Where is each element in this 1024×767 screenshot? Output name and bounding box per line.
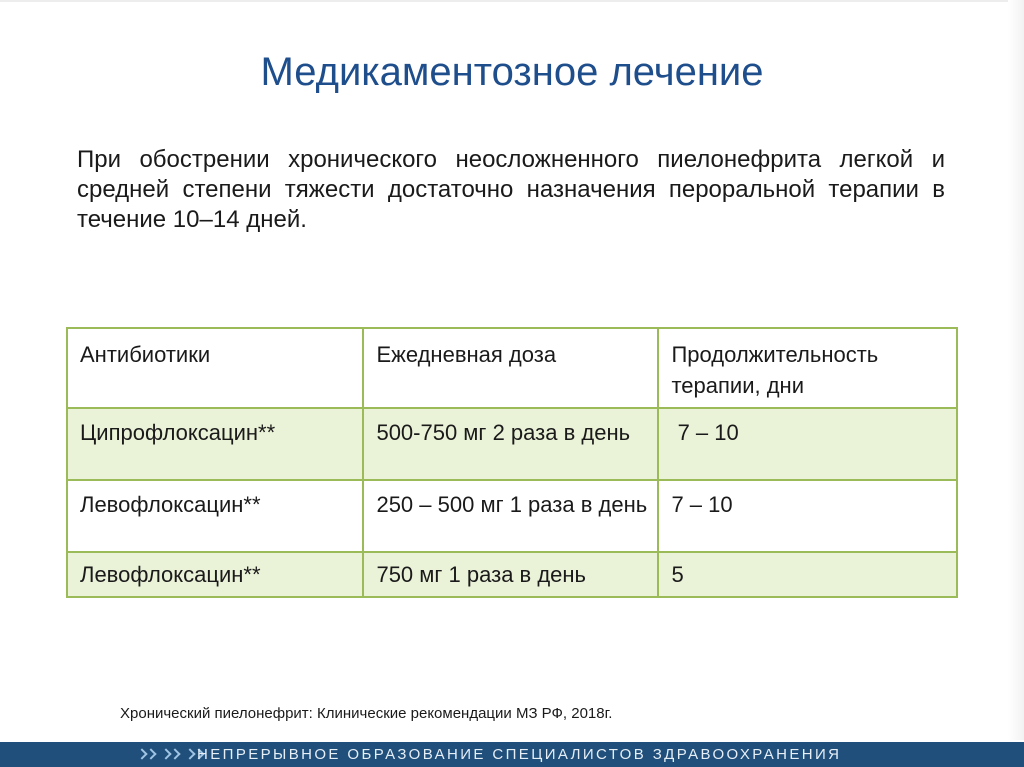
footer-text: НЕПРЕРЫВНОЕ ОБРАЗОВАНИЕ СПЕЦИАЛИСТОВ ЗДРАВООХРАНЕНИЯ	[197, 746, 842, 763]
table-row	[67, 552, 957, 597]
antibiotics-table	[66, 327, 958, 598]
cell-dose: 500-750 мг 2 раза в день	[363, 408, 658, 480]
cell-drug: Ципрофлоксацин**	[67, 408, 363, 480]
table-row	[67, 480, 957, 552]
cell-dose: 250 – 500 мг 1 раза в день	[363, 480, 658, 552]
footer-bar	[0, 742, 1024, 767]
cell-duration: 7 – 10	[658, 408, 957, 480]
cell-duration: 5	[658, 552, 957, 597]
slide-title: Медикаментозное лечение	[260, 50, 764, 94]
header-duration: Продолжительность терапии, дни	[658, 328, 957, 408]
cell-dose: 750 мг 1 раза в день	[363, 552, 658, 597]
table-row	[67, 408, 957, 480]
slide-right-shadow	[1008, 0, 1024, 740]
cell-drug: Левофлоксацин**	[67, 480, 363, 552]
table-header-row	[67, 328, 957, 408]
header-daily-dose: Ежедневная доза	[363, 328, 658, 408]
header-antibiotics: Антибиотики	[67, 328, 363, 408]
source-citation: Хронический пиелонефрит: Клинические рекомендации МЗ РФ, 2018г.	[120, 705, 613, 722]
cell-drug: Левофлоксацин**	[67, 552, 363, 597]
slide-top-edge	[0, 0, 1024, 2]
cell-duration: 7 – 10	[658, 480, 957, 552]
lead-paragraph: При обострении хронического неосложненного пиелонефрита легкой и средней степени тяжести достаточно назначения пероральной терапии в течение 10–14 дней.	[77, 146, 945, 233]
